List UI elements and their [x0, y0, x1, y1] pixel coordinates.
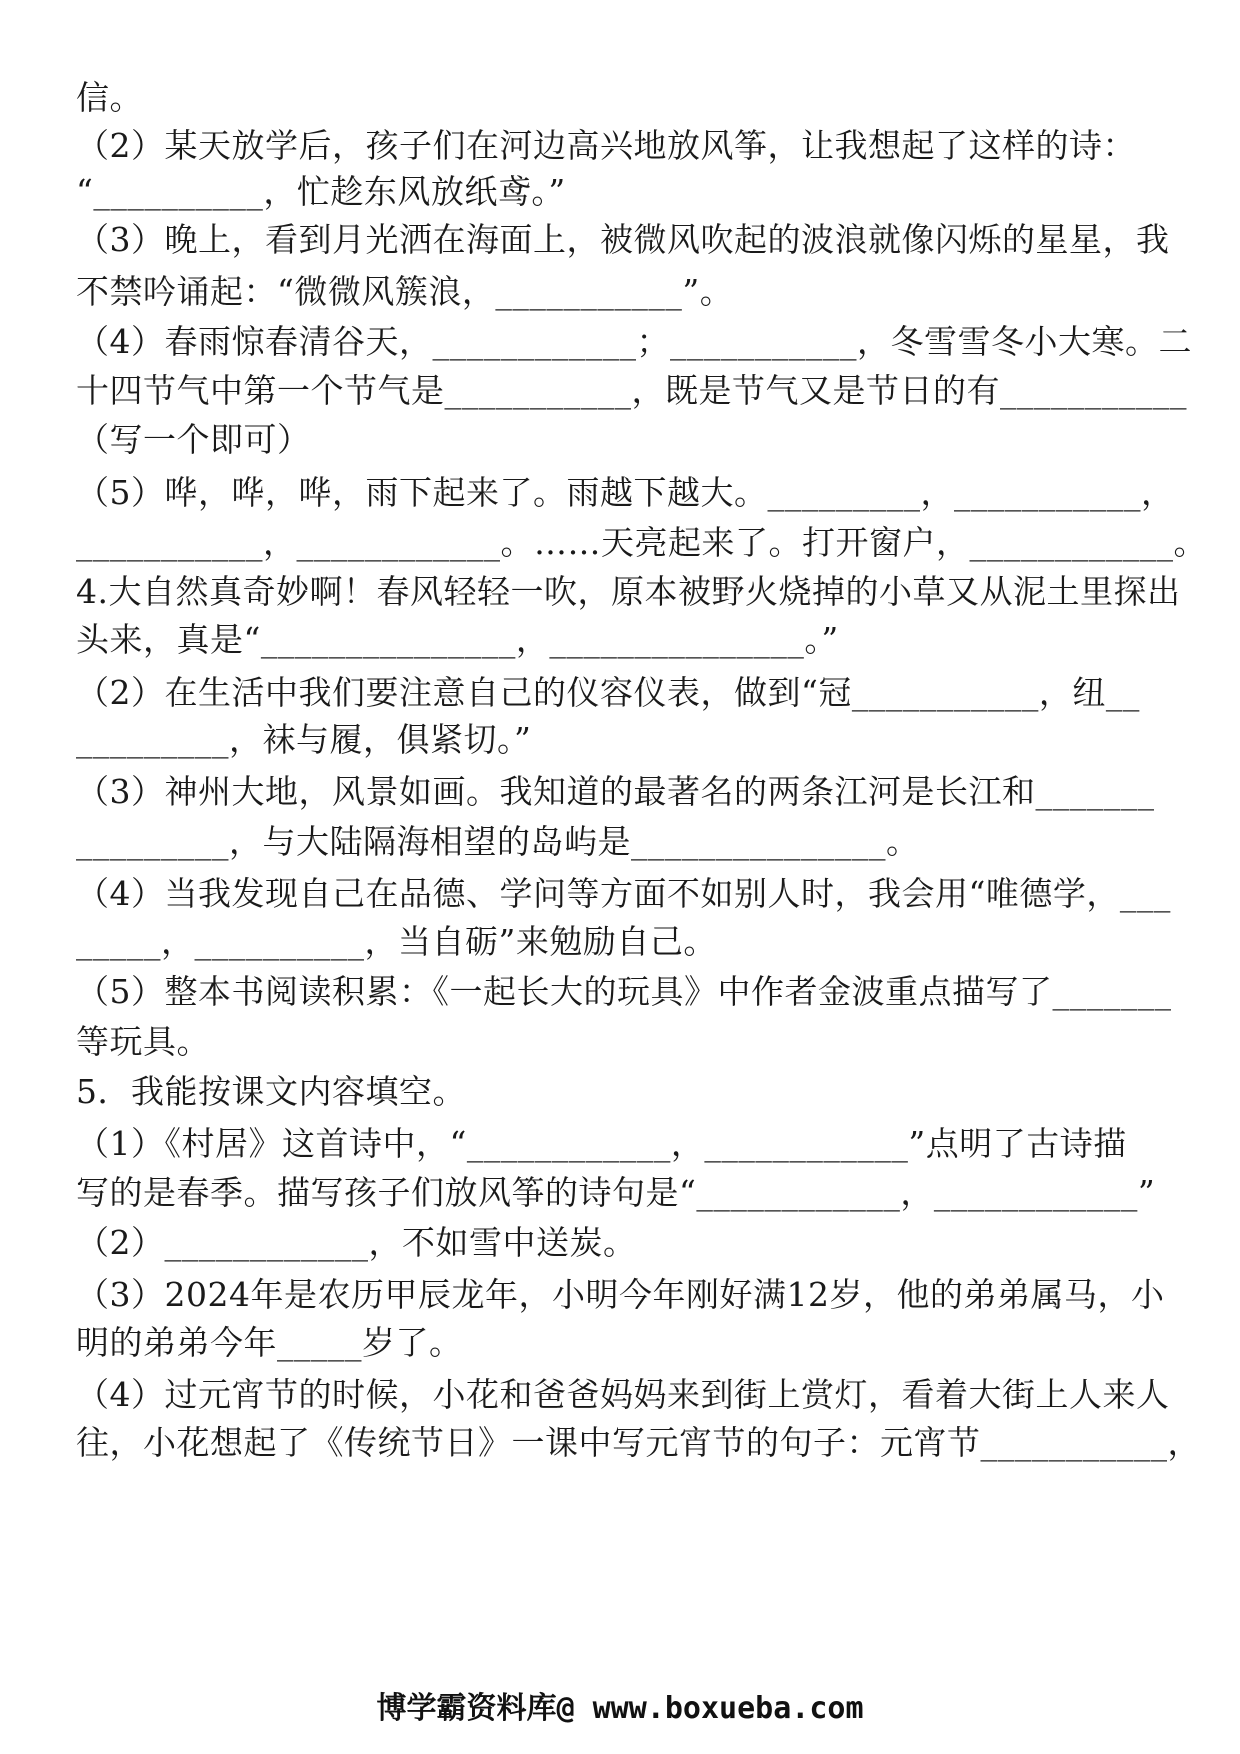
text-line: 十四节气中第一个节气是___________，既是节气又是节日的有___________: [76, 371, 1187, 410]
text-line: 等玩具。: [76, 1022, 210, 1061]
text-line: _________，与大陆隔海相望的岛屿是_______________。: [76, 822, 920, 861]
text-line: _____，__________，当自砺”来勉励自己。: [76, 922, 717, 961]
text-line: （3）晚上，看到月光洒在海面上，被微风吹起的波浪就像闪烁的星星，我: [76, 220, 1170, 259]
text-line: “__________，忙趁东风放纸鸢。”: [76, 172, 566, 211]
text-line: （2）某天放学后，孩子们在河边高兴地放风筝，让我想起了这样的诗：: [76, 126, 1136, 165]
text-line: 5．我能按课文内容填空。: [76, 1072, 466, 1111]
text-line: 往，小花想起了《传统节日》一课中写元宵节的句子：元宵节___________，: [76, 1423, 1201, 1462]
text-line: （2）在生活中我们要注意自己的仪容仪表，做到“冠___________，纽__: [76, 673, 1140, 712]
text-line: 不禁吟诵起：“微微风簇浪，___________”。: [76, 272, 734, 311]
footer-watermark: 博学霸资料库@ www.boxueba.com: [376, 1691, 864, 1726]
text-line: ___________，____________。……天亮起来了。打开窗户，____________。: [76, 523, 1207, 562]
text-line: 头来，真是“_______________，_______________。”: [76, 620, 839, 659]
text-line: 明的弟弟今年_____岁了。: [76, 1323, 463, 1362]
text-line: （5）整本书阅读积累：《一起长大的玩具》中作者金波重点描写了_______: [76, 972, 1172, 1011]
text-line: （2）____________，不如雪中送炭。: [76, 1223, 637, 1262]
text-line: （1）《村居》这首诗中，“____________，____________”点明了古诗描: [76, 1124, 1127, 1163]
text-line: （5）哗，哗，哗，雨下起来了。雨越下越大。_________，___________，: [76, 473, 1175, 512]
text-line: （3）2024年是农历甲辰龙年，小明今年刚好满12岁，他的弟弟属马，小: [76, 1275, 1165, 1314]
text-line: （4）过元宵节的时候，小花和爸爸妈妈来到街上赏灯，看着大街上人来人: [76, 1375, 1170, 1414]
text-line: （4）春雨惊春清谷天，____________；___________，冬雪雪冬小大寒。二: [76, 322, 1192, 361]
text-line: 4.大自然真奇妙啊！春风轻轻一吹，原本被野火烧掉的小草又从泥土里探出: [76, 572, 1181, 611]
text-line: 写的是春季。描写孩子们放风筝的诗句是“____________，____________”: [76, 1173, 1156, 1212]
text-line: （写一个即可）: [76, 420, 311, 459]
text-line: （3）神州大地，风景如画。我知道的最著名的两条江河是长江和_______: [76, 772, 1155, 811]
text-line: （4）当我发现自己在品德、学问等方面不如别人时，我会用“唯德学，___: [76, 874, 1171, 913]
text-line: _________，袜与履，俱紧切。”: [76, 720, 532, 759]
text-line: 信。: [76, 78, 143, 117]
